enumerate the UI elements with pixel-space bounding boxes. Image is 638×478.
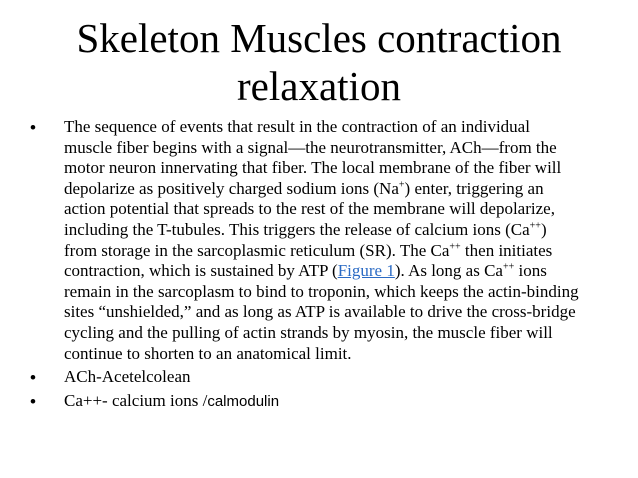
text: calmodulin <box>207 392 280 410</box>
paragraph-line: remain in the sarcoplasm to bind to troponin, which keeps the actin-binding <box>64 281 579 301</box>
superscript: ++ <box>529 220 541 232</box>
bullet-calcium <box>30 391 610 413</box>
bullet-ach <box>30 367 610 388</box>
bullet-paragraph <box>30 117 610 364</box>
bullet-text: ACh-Acetelcolean <box>64 367 191 387</box>
paragraph-line: The sequence of events that result in the contraction of an individual <box>64 117 530 136</box>
bullet-text <box>64 391 610 413</box>
paragraph-line <box>64 179 610 200</box>
text: ) enter, triggering an <box>404 178 544 198</box>
paragraph-line: cycling and the pulling of actin strands by myosin, the muscle fiber will <box>64 322 553 342</box>
text: depolarize as positively charged sodium ions (Na <box>64 178 399 198</box>
text: contraction, which is sustained by ATP ( <box>64 261 338 281</box>
text: ). As long as Ca <box>394 261 503 281</box>
figure-1-link[interactable]: Figure 1 <box>337 261 395 281</box>
text: ) <box>540 219 547 239</box>
superscript: ++ <box>502 261 515 273</box>
slide-title <box>40 14 598 110</box>
bullet-list <box>30 117 610 412</box>
paragraph-line: continue to shorten to an anatomical limit. <box>64 343 352 363</box>
text: from storage in the sarcoplasmic reticulum (SR). The Ca <box>64 240 450 260</box>
title-line-2: relaxation <box>237 63 401 109</box>
paragraph-line <box>64 261 610 282</box>
paragraph-line: muscle fiber begins with a signal—the neurotransmitter, ACh—from the <box>64 137 557 157</box>
paragraph-line <box>64 241 610 262</box>
paragraph-line <box>64 220 610 241</box>
title-line-1: Skeleton Muscles contraction <box>76 15 562 61</box>
text: ions <box>514 261 547 281</box>
bullet-icon: • <box>30 118 36 137</box>
paragraph-line: sites “unshielded,” and as long as ATP is available to drive the cross-bridge <box>64 302 576 322</box>
superscript: + <box>398 179 405 191</box>
paragraph-line: action potential that spreads to the rest of the membrane will depolarize, <box>64 199 555 219</box>
paragraph-line: motor neuron innervating that fiber. The local membrane of the fiber will <box>64 158 562 178</box>
text: then initiates <box>460 240 553 260</box>
superscript: ++ <box>449 240 461 252</box>
text: including the T-tubules. This triggers the release of calcium ions (Ca <box>64 219 530 239</box>
text: Ca++- calcium ions / <box>64 390 208 410</box>
bullet-icon: • <box>30 368 36 388</box>
bullet-icon: • <box>30 391 36 411</box>
